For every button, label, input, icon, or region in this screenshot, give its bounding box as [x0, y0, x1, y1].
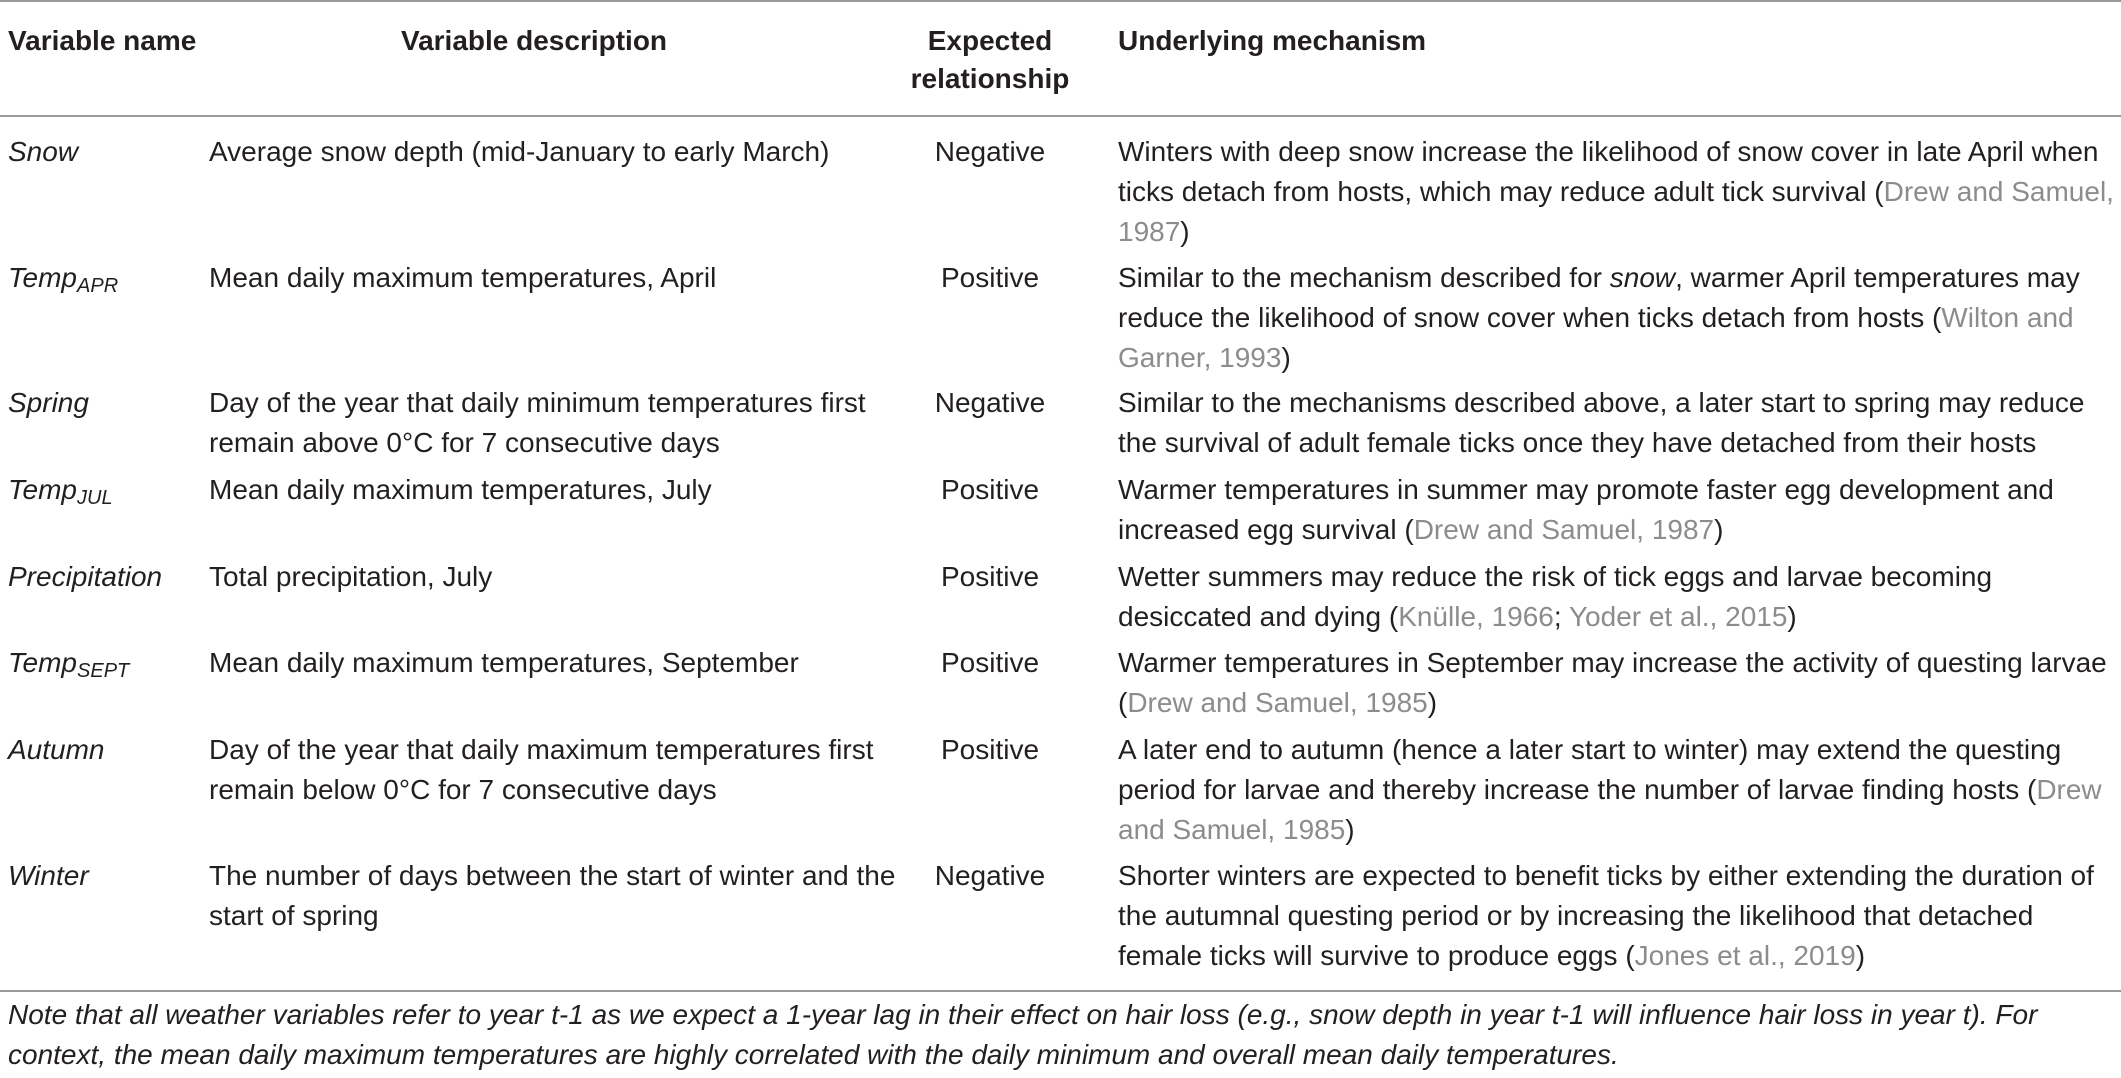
row-spring-mechanism: Similar to the mechanisms described above, a later start to spring may reduce the survival of adult female ticks once they have detached from their hosts [1118, 387, 2085, 458]
row-snow-mechanism: Winters with deep snow increase the likelihood of snow cover in late April when ticks detach from hosts, which may reduce adult tick survival (Drew and Samuel, 1987) [1118, 136, 2114, 247]
bottom-rule [0, 990, 2121, 992]
citation-link[interactable]: Wilton and Garner, 1993 [1118, 302, 2074, 373]
row-winter-description: The number of days between the start of winter and the start of spring [209, 860, 896, 931]
header-expected-relationship [900, 22, 1080, 98]
row-temp-jul-mechanism: Warmer temperatures in summer may promote faster egg development and increased egg survival (Drew and Samuel, 1987) [1118, 474, 2054, 545]
row-autumn-relationship: Positive [940, 734, 1040, 765]
row-temp-sept-mechanism: Warmer temperatures in September may increase the activity of questing larvae (Drew and Samuel, 1985) [1118, 647, 2107, 718]
row-temp-apr-mechanism: Similar to the mechanism described for snow, warmer April temperatures may reduce the likelihood of snow cover when ticks detach from hosts (Wilton and Garner, 1993) [1118, 262, 2080, 373]
header-rule [0, 115, 2121, 117]
row-temp-jul-name: Temp$_{JUL}$ [8, 474, 113, 509]
row-autumn-name: Autumn [8, 734, 105, 765]
row-temp-jul-description: Mean daily maximum temperatures, July [209, 474, 712, 505]
row-temp-sept-relationship: Positive [940, 647, 1040, 678]
header-underlying-mechanism: Underlying mechanism [1118, 25, 1427, 56]
citation-link[interactable]: Knülle, 1966 [1398, 601, 1554, 632]
row-temp-jul-relationship: Positive [940, 474, 1040, 505]
citation-link[interactable]: Yoder et al., 2015 [1568, 601, 1788, 632]
row-temp-sept-description: Mean daily maximum temperatures, September [209, 647, 799, 678]
header-relationship-line2: relationship [910, 63, 1070, 94]
row-spring-description: Day of the year that daily minimum temperatures first remain above 0°C for 7 consecutive days [209, 387, 866, 458]
row-snow-description: Average snow depth (mid-January to early March) [209, 136, 830, 167]
row-spring-relationship: Negative [934, 387, 1046, 418]
row-snow-relationship: Negative [934, 136, 1046, 167]
row-precipitation-relationship: Positive [940, 561, 1040, 592]
row-precipitation-description: Total precipitation, July [209, 561, 493, 592]
row-snow-name: Snow [8, 136, 79, 167]
row-winter-name: Winter [8, 860, 89, 891]
header-variable-name: Variable name [8, 25, 197, 56]
citation-link[interactable]: Drew and Samuel, 1987 [1118, 176, 2114, 247]
row-winter-mechanism: Shorter winters are expected to benefit ticks by either extending the duration of the autumnal questing period or by increasing the likelihood that detached female ticks will survive to produce eggs (Jones et al., 2019) [1118, 860, 2094, 971]
row-temp-apr-name: Temp$_{APR}$ [8, 262, 119, 297]
row-spring-name: Spring [8, 387, 89, 418]
row-temp-apr-relationship: Positive [940, 262, 1040, 293]
table-footnote: Note that all weather variables refer to year t-1 as we expect a 1-year lag in their effect on hair loss (e.g., snow depth in year t-1 will influence hair loss in year t). For context, the mean daily maximum temperatures are highly correlated with the daily minimum and overall mean daily temperatures. [8, 999, 2038, 1070]
citation-link[interactable]: Jones et al., 2019 [1634, 940, 1856, 971]
citation-link[interactable]: Drew and Samuel, 1987 [1413, 514, 1715, 545]
citation-link[interactable]: Drew and Samuel, 1985 [1127, 687, 1428, 718]
row-precipitation-name: Precipitation [8, 561, 163, 592]
row-temp-apr-description: Mean daily maximum temperatures, April [209, 262, 717, 293]
row-precipitation-mechanism: Wetter summers may reduce the risk of tick eggs and larvae becoming desiccated and dying (Knülle, 1966; Yoder et al., 2015) [1118, 561, 1993, 632]
row-autumn-description: Day of the year that daily maximum temperatures first remain below 0°C for 7 consecutive days [209, 734, 874, 805]
top-rule [0, 0, 2121, 2]
row-winter-relationship: Negative [934, 860, 1046, 891]
header-relationship-line1: Expected [927, 25, 1053, 56]
citation-link[interactable]: Drew and Samuel, 1985 [1118, 774, 2102, 845]
row-temp-sept-name: Temp$_{SEPT}$ [8, 647, 130, 682]
row-autumn-mechanism: A later end to autumn (hence a later start to winter) may extend the questing period for larvae and thereby increase the number of larvae finding hosts (Drew and Samuel, 1985) [1118, 734, 2102, 845]
header-variable-description: Variable description [400, 25, 668, 56]
